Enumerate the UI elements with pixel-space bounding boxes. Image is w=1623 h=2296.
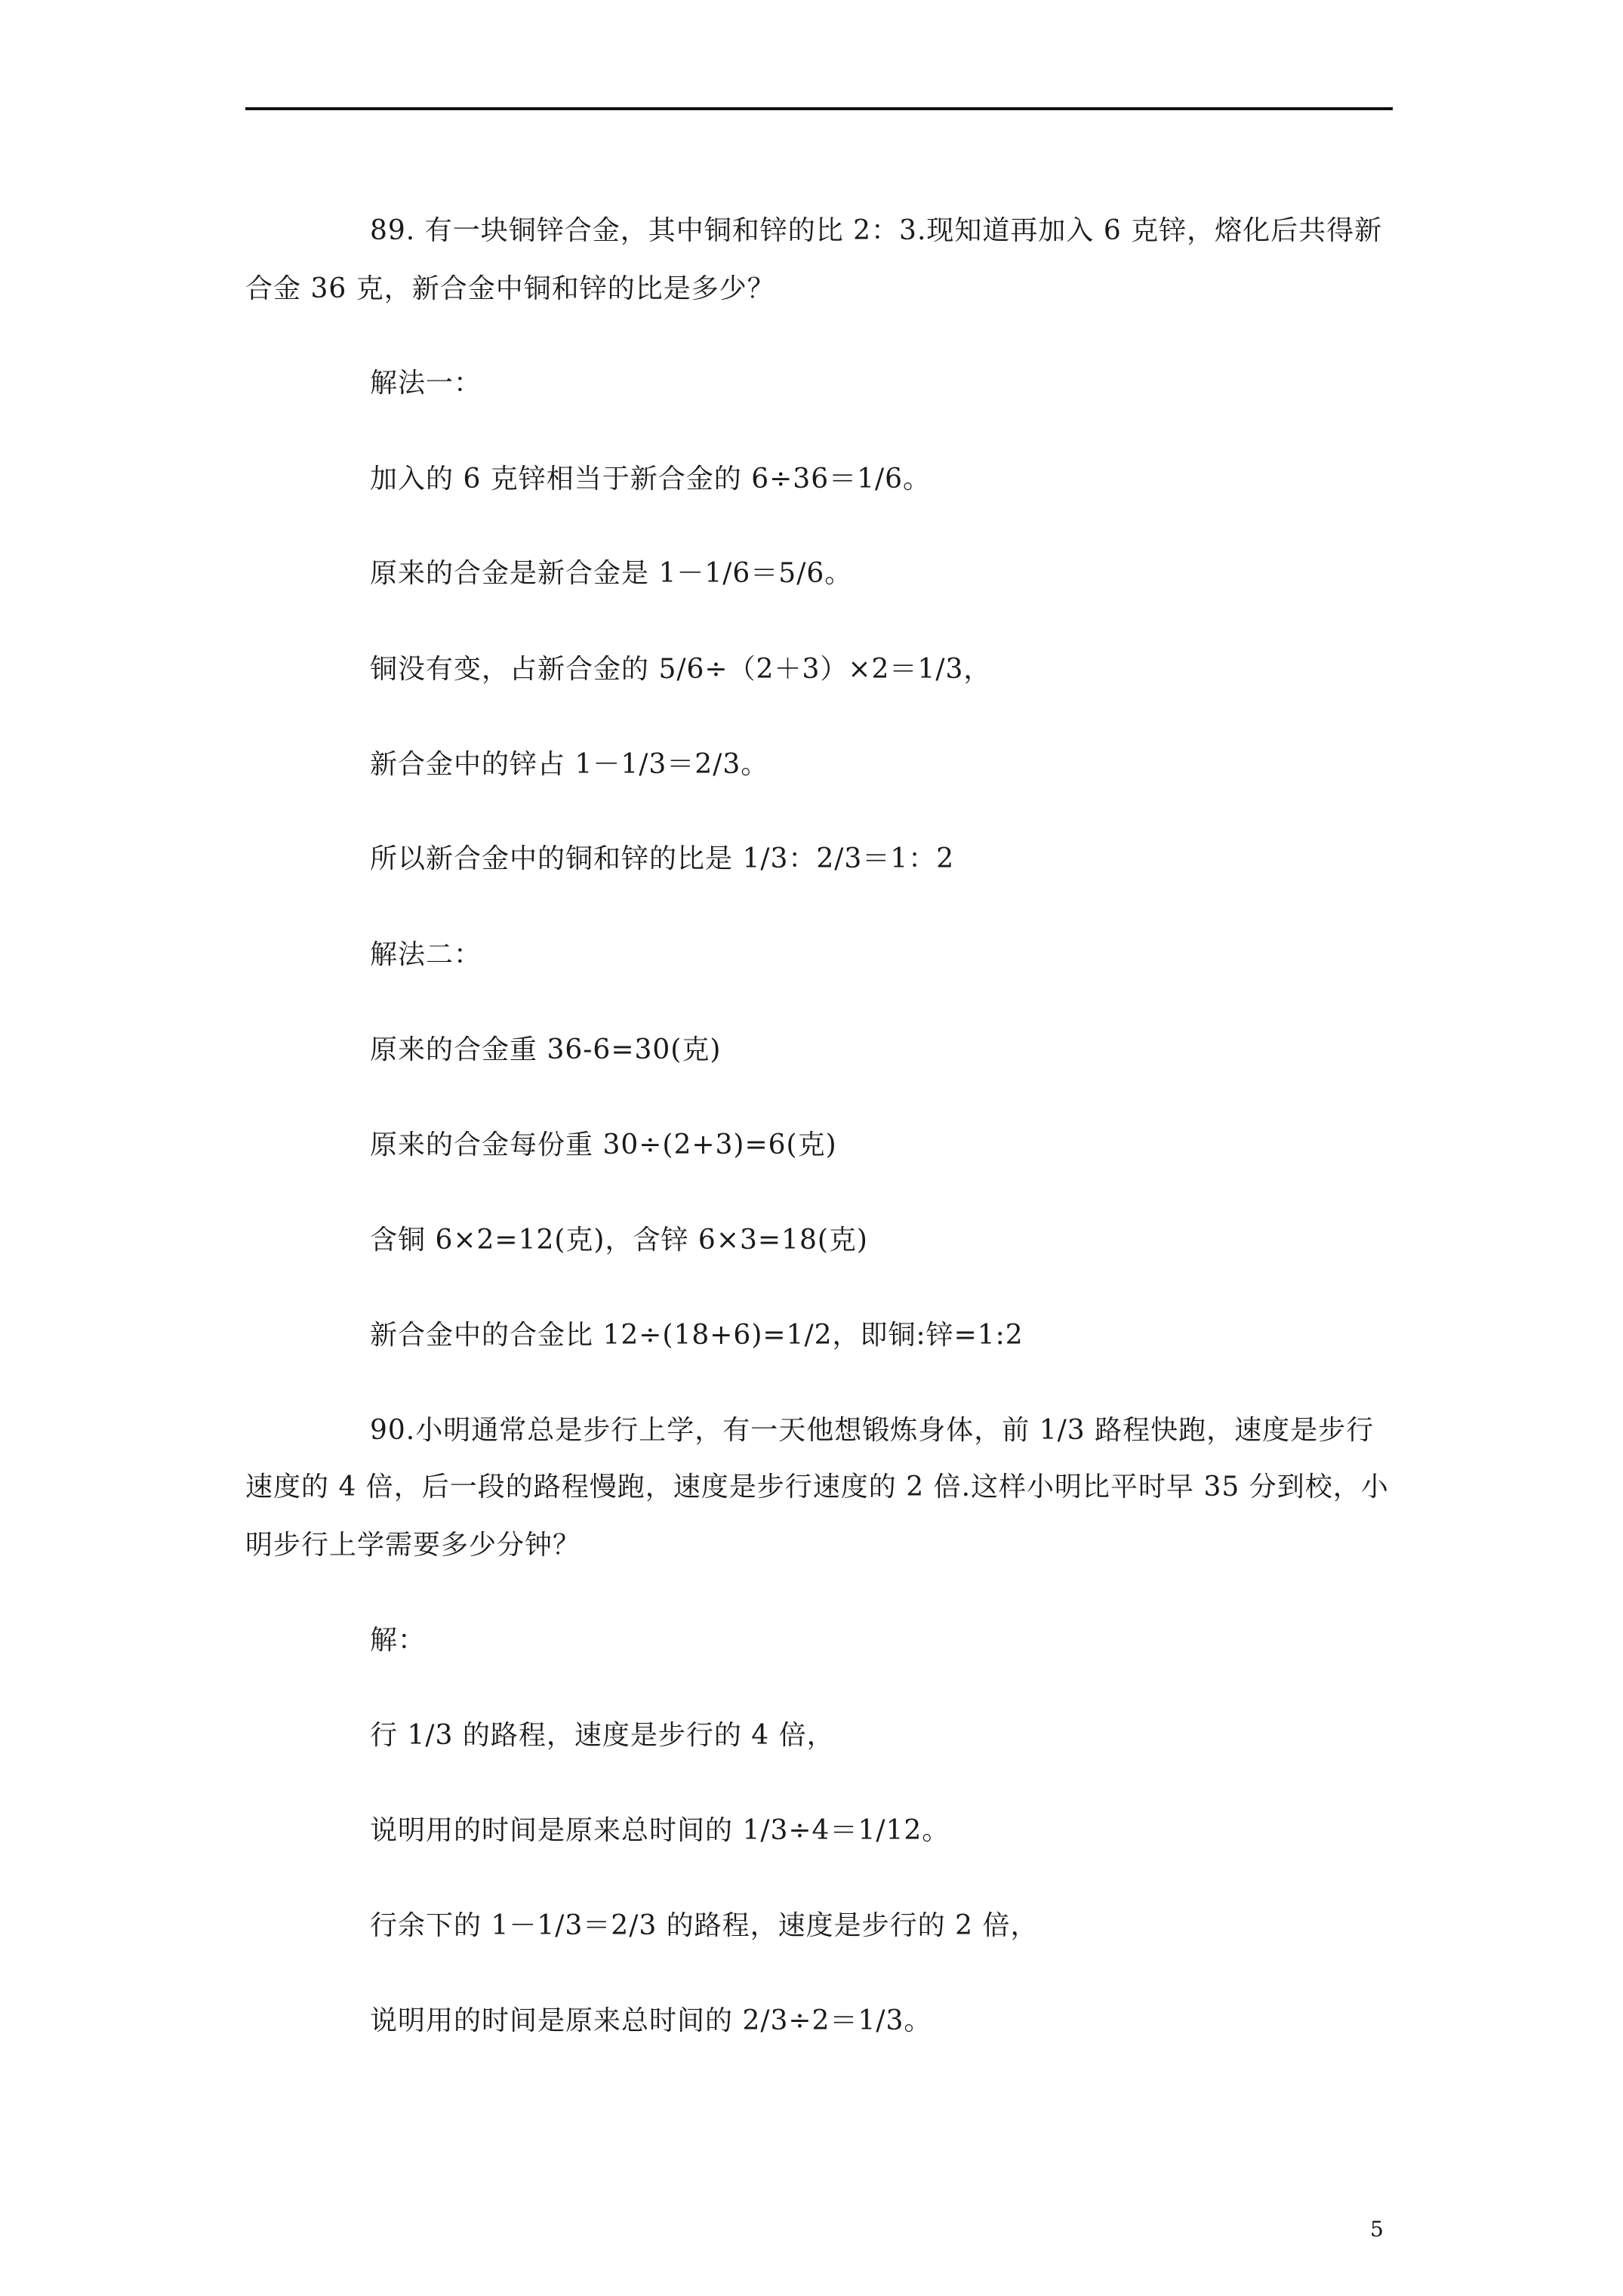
method2-step-4: 新合金中的合金比 12÷(18+6)=1/2，即铜:锌=1:2 <box>370 1320 1024 1351</box>
solution90-step-2: 说明用的时间是原来总时间的 1/3÷4＝1/12。 <box>370 1815 950 1846</box>
method1-heading: 解法一： <box>370 368 482 399</box>
method1-step-4: 新合金中的锌占 1－1/3＝2/3。 <box>370 749 769 780</box>
q90-text-line-2: 速度的 4 倍，后一段的路程慢跑，速度是步行速度的 2 倍.这样小明比平时早 35 分到校，小 <box>245 1472 1389 1502</box>
method2-heading: 解法二： <box>370 939 482 970</box>
solution90-step-3: 行余下的 1－1/3＝2/3 的路程，速度是步行的 2 倍， <box>370 1910 1039 1941</box>
solution90-step-4: 说明用的时间是原来总时间的 2/3÷2＝1/3。 <box>370 2005 932 2036</box>
method1-step-3: 铜没有变，占新合金的 5/6÷（2＋3）×2＝1/3， <box>370 654 992 685</box>
page-number: 5 <box>1370 2217 1384 2242</box>
method1-step-5: 所以新合金中的铜和锌的比是 1/3：2/3＝1：2 <box>370 843 955 874</box>
method1-step-2: 原来的合金是新合金是 1－1/6＝5/6。 <box>370 558 853 589</box>
q90-text-line-3: 明步行上学需要多少分钟？ <box>245 1530 581 1561</box>
solution90-heading: 解： <box>370 1625 427 1656</box>
q89-text-line-2: 合金 36 克，新合金中铜和锌的比是多少？ <box>245 273 775 304</box>
q90-text-line-1: 90.小明通常总是步行上学，有一天他想锻炼身体，前 1/3 路程快跑，速度是步行 <box>370 1415 1375 1446</box>
method2-step-1: 原来的合金重 36-6=30(克) <box>370 1034 722 1065</box>
method1-step-1: 加入的 6 克锌相当于新合金的 6÷36＝1/6。 <box>370 464 932 495</box>
method2-step-2: 原来的合金每份重 30÷(2+3)=6(克) <box>370 1130 837 1160</box>
header-rule <box>245 107 1393 110</box>
method2-step-3: 含铜 6×2=12(克)，含锌 6×3=18(克) <box>370 1225 868 1256</box>
solution90-step-1: 行 1/3 的路程，速度是步行的 4 倍， <box>370 1720 835 1751</box>
q89-text-line-1: 89. 有一块铜锌合金，其中铜和锌的比 2：3.现知道再加入 6 克锌，熔化后共得新 <box>370 215 1383 246</box>
